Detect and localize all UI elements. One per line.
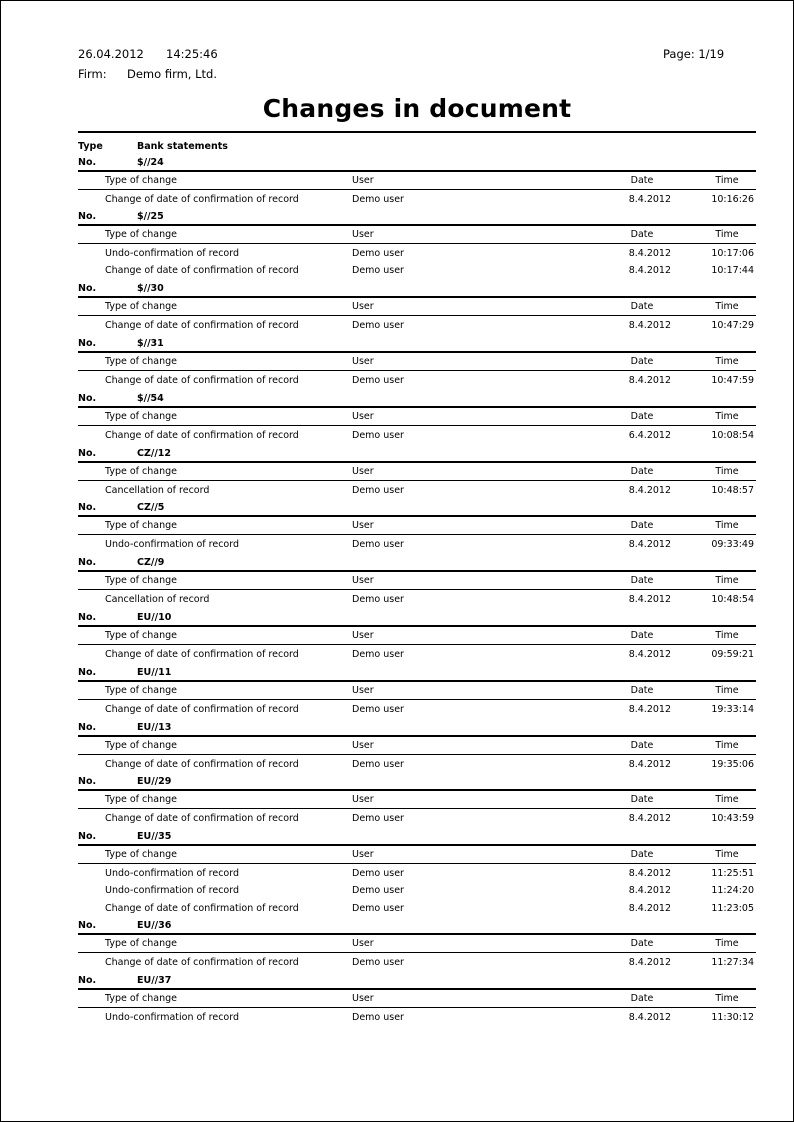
column-header-time: Time (715, 229, 739, 240)
record-no-label: No. (78, 557, 97, 568)
column-header-type-of-change: Type of change (105, 740, 177, 751)
column-header-type-of-change: Type of change (105, 520, 177, 531)
record-no-label: No. (78, 283, 97, 294)
column-header-time: Time (715, 849, 739, 860)
change-user: Demo user (352, 430, 404, 441)
record-no-label: No. (78, 612, 97, 623)
change-type: Undo-confirmation of record (105, 885, 240, 897)
change-date: 8.4.2012 (628, 248, 671, 259)
column-header-date: Date (630, 993, 654, 1004)
record-number: EU//37 (137, 975, 172, 986)
firm-value: Demo firm, Ltd. (127, 67, 217, 81)
change-type: Change of date of confirmation of record (105, 704, 299, 715)
record-no-label: No. (78, 338, 97, 349)
record-number: EU//29 (137, 776, 172, 787)
column-header-type-of-change: Type of change (105, 849, 177, 860)
change-type: Cancellation of record (105, 485, 210, 496)
change-date: 8.4.2012 (628, 759, 671, 770)
change-time: 19:33:14 (711, 704, 754, 715)
column-header-user: User (352, 466, 374, 477)
change-date: 8.4.2012 (628, 885, 671, 897)
column-header-time: Time (715, 938, 739, 949)
record-divider (78, 351, 756, 353)
change-type: Undo-confirmation of record (105, 248, 240, 259)
record-number: $//31 (137, 338, 164, 349)
change-time: 11:24:20 (711, 885, 754, 897)
column-header-type-of-change: Type of change (105, 794, 177, 805)
record-no-label: No. (78, 448, 97, 459)
change-time: 10:47:59 (711, 375, 754, 386)
column-header-date: Date (630, 630, 654, 641)
change-date: 8.4.2012 (628, 704, 671, 715)
record-divider (78, 224, 756, 226)
change-type: Change of date of confirmation of record (105, 265, 299, 277)
change-date: 6.4.2012 (628, 430, 671, 441)
column-header-type-of-change: Type of change (105, 411, 177, 422)
column-header-time: Time (715, 740, 739, 751)
header-divider (78, 370, 756, 371)
column-header-date: Date (630, 575, 654, 586)
column-header-user: User (352, 520, 374, 531)
column-header-user: User (352, 993, 374, 1004)
change-type: Cancellation of record (105, 594, 210, 605)
column-header-time: Time (715, 520, 739, 531)
column-header-type-of-change: Type of change (105, 575, 177, 586)
column-header-type-of-change: Type of change (105, 301, 177, 312)
column-header-user: User (352, 411, 374, 422)
change-type: Undo-confirmation of record (105, 1012, 240, 1023)
record-divider (78, 170, 756, 172)
change-time: 10:43:59 (711, 813, 754, 824)
change-type: Undo-confirmation of record (105, 539, 240, 550)
column-header-date: Date (630, 938, 654, 949)
column-header-time: Time (715, 794, 739, 805)
record-number: CZ//9 (137, 557, 165, 568)
change-type: Change of date of confirmation of record (105, 902, 299, 914)
change-user: Demo user (352, 902, 404, 914)
record-divider (78, 933, 756, 935)
change-type: Change of date of confirmation of record (105, 320, 299, 331)
record-divider (78, 988, 756, 990)
column-header-user: User (352, 630, 374, 641)
change-type: Change of date of confirmation of record (105, 813, 299, 824)
header-divider (78, 754, 756, 755)
header-divider (78, 699, 756, 700)
header-divider (78, 243, 756, 244)
firm-label: Firm: (78, 67, 107, 81)
change-date: 8.4.2012 (628, 813, 671, 824)
record-divider (78, 735, 756, 737)
header-divider (78, 189, 756, 190)
change-time: 10:48:57 (711, 485, 754, 496)
record-no-label: No. (78, 776, 97, 787)
change-user: Demo user (352, 194, 404, 205)
record-no-label: No. (78, 722, 97, 733)
header-divider (78, 589, 756, 590)
column-header-date: Date (630, 685, 654, 696)
change-user: Demo user (352, 375, 404, 386)
change-user: Demo user (352, 868, 404, 879)
change-date: 8.4.2012 (628, 375, 671, 386)
record-number: CZ//5 (137, 502, 165, 513)
column-header-user: User (352, 575, 374, 586)
column-header-time: Time (715, 466, 739, 477)
change-user: Demo user (352, 594, 404, 605)
change-user: Demo user (352, 320, 404, 331)
column-header-date: Date (630, 740, 654, 751)
column-header-user: User (352, 849, 374, 860)
column-header-time: Time (715, 685, 739, 696)
column-header-time: Time (715, 993, 739, 1004)
record-no-label: No. (78, 667, 97, 678)
record-number: $//30 (137, 283, 164, 294)
column-header-time: Time (715, 411, 739, 422)
type-label: Type (78, 141, 103, 152)
change-date: 8.4.2012 (628, 1012, 671, 1023)
change-type: Change of date of confirmation of record (105, 430, 299, 441)
record-number: $//24 (137, 157, 164, 168)
change-time: 10:17:06 (711, 248, 754, 259)
change-date: 8.4.2012 (628, 539, 671, 550)
record-number: CZ//12 (137, 448, 172, 459)
change-date: 8.4.2012 (628, 594, 671, 605)
column-header-time: Time (715, 356, 739, 367)
column-header-date: Date (630, 466, 654, 477)
column-header-date: Date (630, 849, 654, 860)
header-divider (78, 952, 756, 953)
record-divider (78, 844, 756, 846)
column-header-user: User (352, 229, 374, 240)
column-header-date: Date (630, 356, 654, 367)
change-user: Demo user (352, 248, 404, 259)
change-date: 8.4.2012 (628, 194, 671, 205)
change-date: 8.4.2012 (628, 868, 671, 879)
column-header-type-of-change: Type of change (105, 466, 177, 477)
column-header-type-of-change: Type of change (105, 685, 177, 696)
header-divider (78, 644, 756, 645)
record-number: EU//36 (137, 920, 172, 931)
title-divider (78, 131, 756, 133)
change-user: Demo user (352, 539, 404, 550)
change-type: Change of date of confirmation of record (105, 375, 299, 386)
column-header-user: User (352, 685, 374, 696)
change-user: Demo user (352, 704, 404, 715)
record-number: $//54 (137, 393, 164, 404)
column-header-date: Date (630, 229, 654, 240)
change-type: Change of date of confirmation of record (105, 649, 299, 660)
print-time: 14:25:46 (166, 47, 218, 61)
column-header-time: Time (715, 630, 739, 641)
column-header-date: Date (630, 794, 654, 805)
record-no-label: No. (78, 975, 97, 986)
record-divider (78, 789, 756, 791)
column-header-user: User (352, 175, 374, 186)
column-header-type-of-change: Type of change (105, 229, 177, 240)
change-time: 10:17:44 (711, 265, 754, 277)
change-date: 8.4.2012 (628, 485, 671, 496)
change-date: 8.4.2012 (628, 649, 671, 660)
change-date: 8.4.2012 (628, 320, 671, 331)
page-title: Changes in document (262, 94, 572, 123)
change-time: 11:25:51 (711, 868, 754, 879)
column-header-time: Time (715, 301, 739, 312)
record-number: EU//11 (137, 667, 172, 678)
change-time: 09:33:49 (711, 539, 754, 550)
header-divider (78, 425, 756, 426)
record-no-label: No. (78, 920, 97, 931)
change-time: 11:30:12 (711, 1012, 754, 1023)
record-divider (78, 680, 756, 682)
change-user: Demo user (352, 957, 404, 968)
column-header-time: Time (715, 575, 739, 586)
header-divider (78, 480, 756, 481)
record-no-label: No. (78, 502, 97, 513)
change-date: 8.4.2012 (628, 957, 671, 968)
column-header-date: Date (630, 411, 654, 422)
record-divider (78, 570, 756, 572)
change-time: 10:16:26 (711, 194, 754, 205)
record-number: EU//13 (137, 722, 172, 733)
column-header-date: Date (630, 520, 654, 531)
column-header-type-of-change: Type of change (105, 175, 177, 186)
column-header-user: User (352, 794, 374, 805)
change-user: Demo user (352, 265, 404, 277)
type-value: Bank statements (137, 141, 228, 152)
column-header-type-of-change: Type of change (105, 356, 177, 367)
column-header-time: Time (715, 175, 739, 186)
change-user: Demo user (352, 813, 404, 824)
record-no-label: No. (78, 157, 97, 168)
change-type: Undo-confirmation of record (105, 868, 240, 879)
column-header-user: User (352, 356, 374, 367)
change-time: 10:47:29 (711, 320, 754, 331)
change-time: 11:23:05 (711, 902, 754, 914)
column-header-date: Date (630, 175, 654, 186)
print-date: 26.04.2012 (78, 47, 144, 61)
record-divider (78, 296, 756, 298)
change-type: Change of date of confirmation of record (105, 194, 299, 205)
record-no-label: No. (78, 831, 97, 842)
change-date: 8.4.2012 (628, 265, 671, 277)
change-time: 09:59:21 (711, 649, 754, 660)
change-time: 10:08:54 (711, 430, 754, 441)
change-user: Demo user (352, 649, 404, 660)
column-header-date: Date (630, 301, 654, 312)
change-type: Change of date of confirmation of record (105, 759, 299, 770)
header-divider (78, 863, 756, 864)
change-time: 11:27:34 (711, 957, 754, 968)
page-number: Page: 1/19 (663, 47, 725, 61)
change-time: 19:35:06 (711, 759, 754, 770)
header-divider (78, 1007, 756, 1008)
column-header-type-of-change: Type of change (105, 938, 177, 949)
column-header-type-of-change: Type of change (105, 630, 177, 641)
change-time: 10:48:54 (711, 594, 754, 605)
change-user: Demo user (352, 885, 404, 897)
record-number: $//25 (137, 211, 164, 222)
record-divider (78, 406, 756, 408)
header-divider (78, 808, 756, 809)
record-no-label: No. (78, 393, 97, 404)
header-divider (78, 534, 756, 535)
change-user: Demo user (352, 1012, 404, 1023)
column-header-user: User (352, 301, 374, 312)
record-divider (78, 625, 756, 627)
change-type: Change of date of confirmation of record (105, 957, 299, 968)
header-divider (78, 315, 756, 316)
column-header-user: User (352, 938, 374, 949)
record-divider (78, 515, 756, 517)
record-no-label: No. (78, 211, 97, 222)
column-header-type-of-change: Type of change (105, 993, 177, 1004)
record-divider (78, 461, 756, 463)
change-date: 8.4.2012 (628, 902, 671, 914)
change-user: Demo user (352, 485, 404, 496)
change-user: Demo user (352, 759, 404, 770)
record-number: EU//10 (137, 612, 172, 623)
column-header-user: User (352, 740, 374, 751)
record-number: EU//35 (137, 831, 172, 842)
